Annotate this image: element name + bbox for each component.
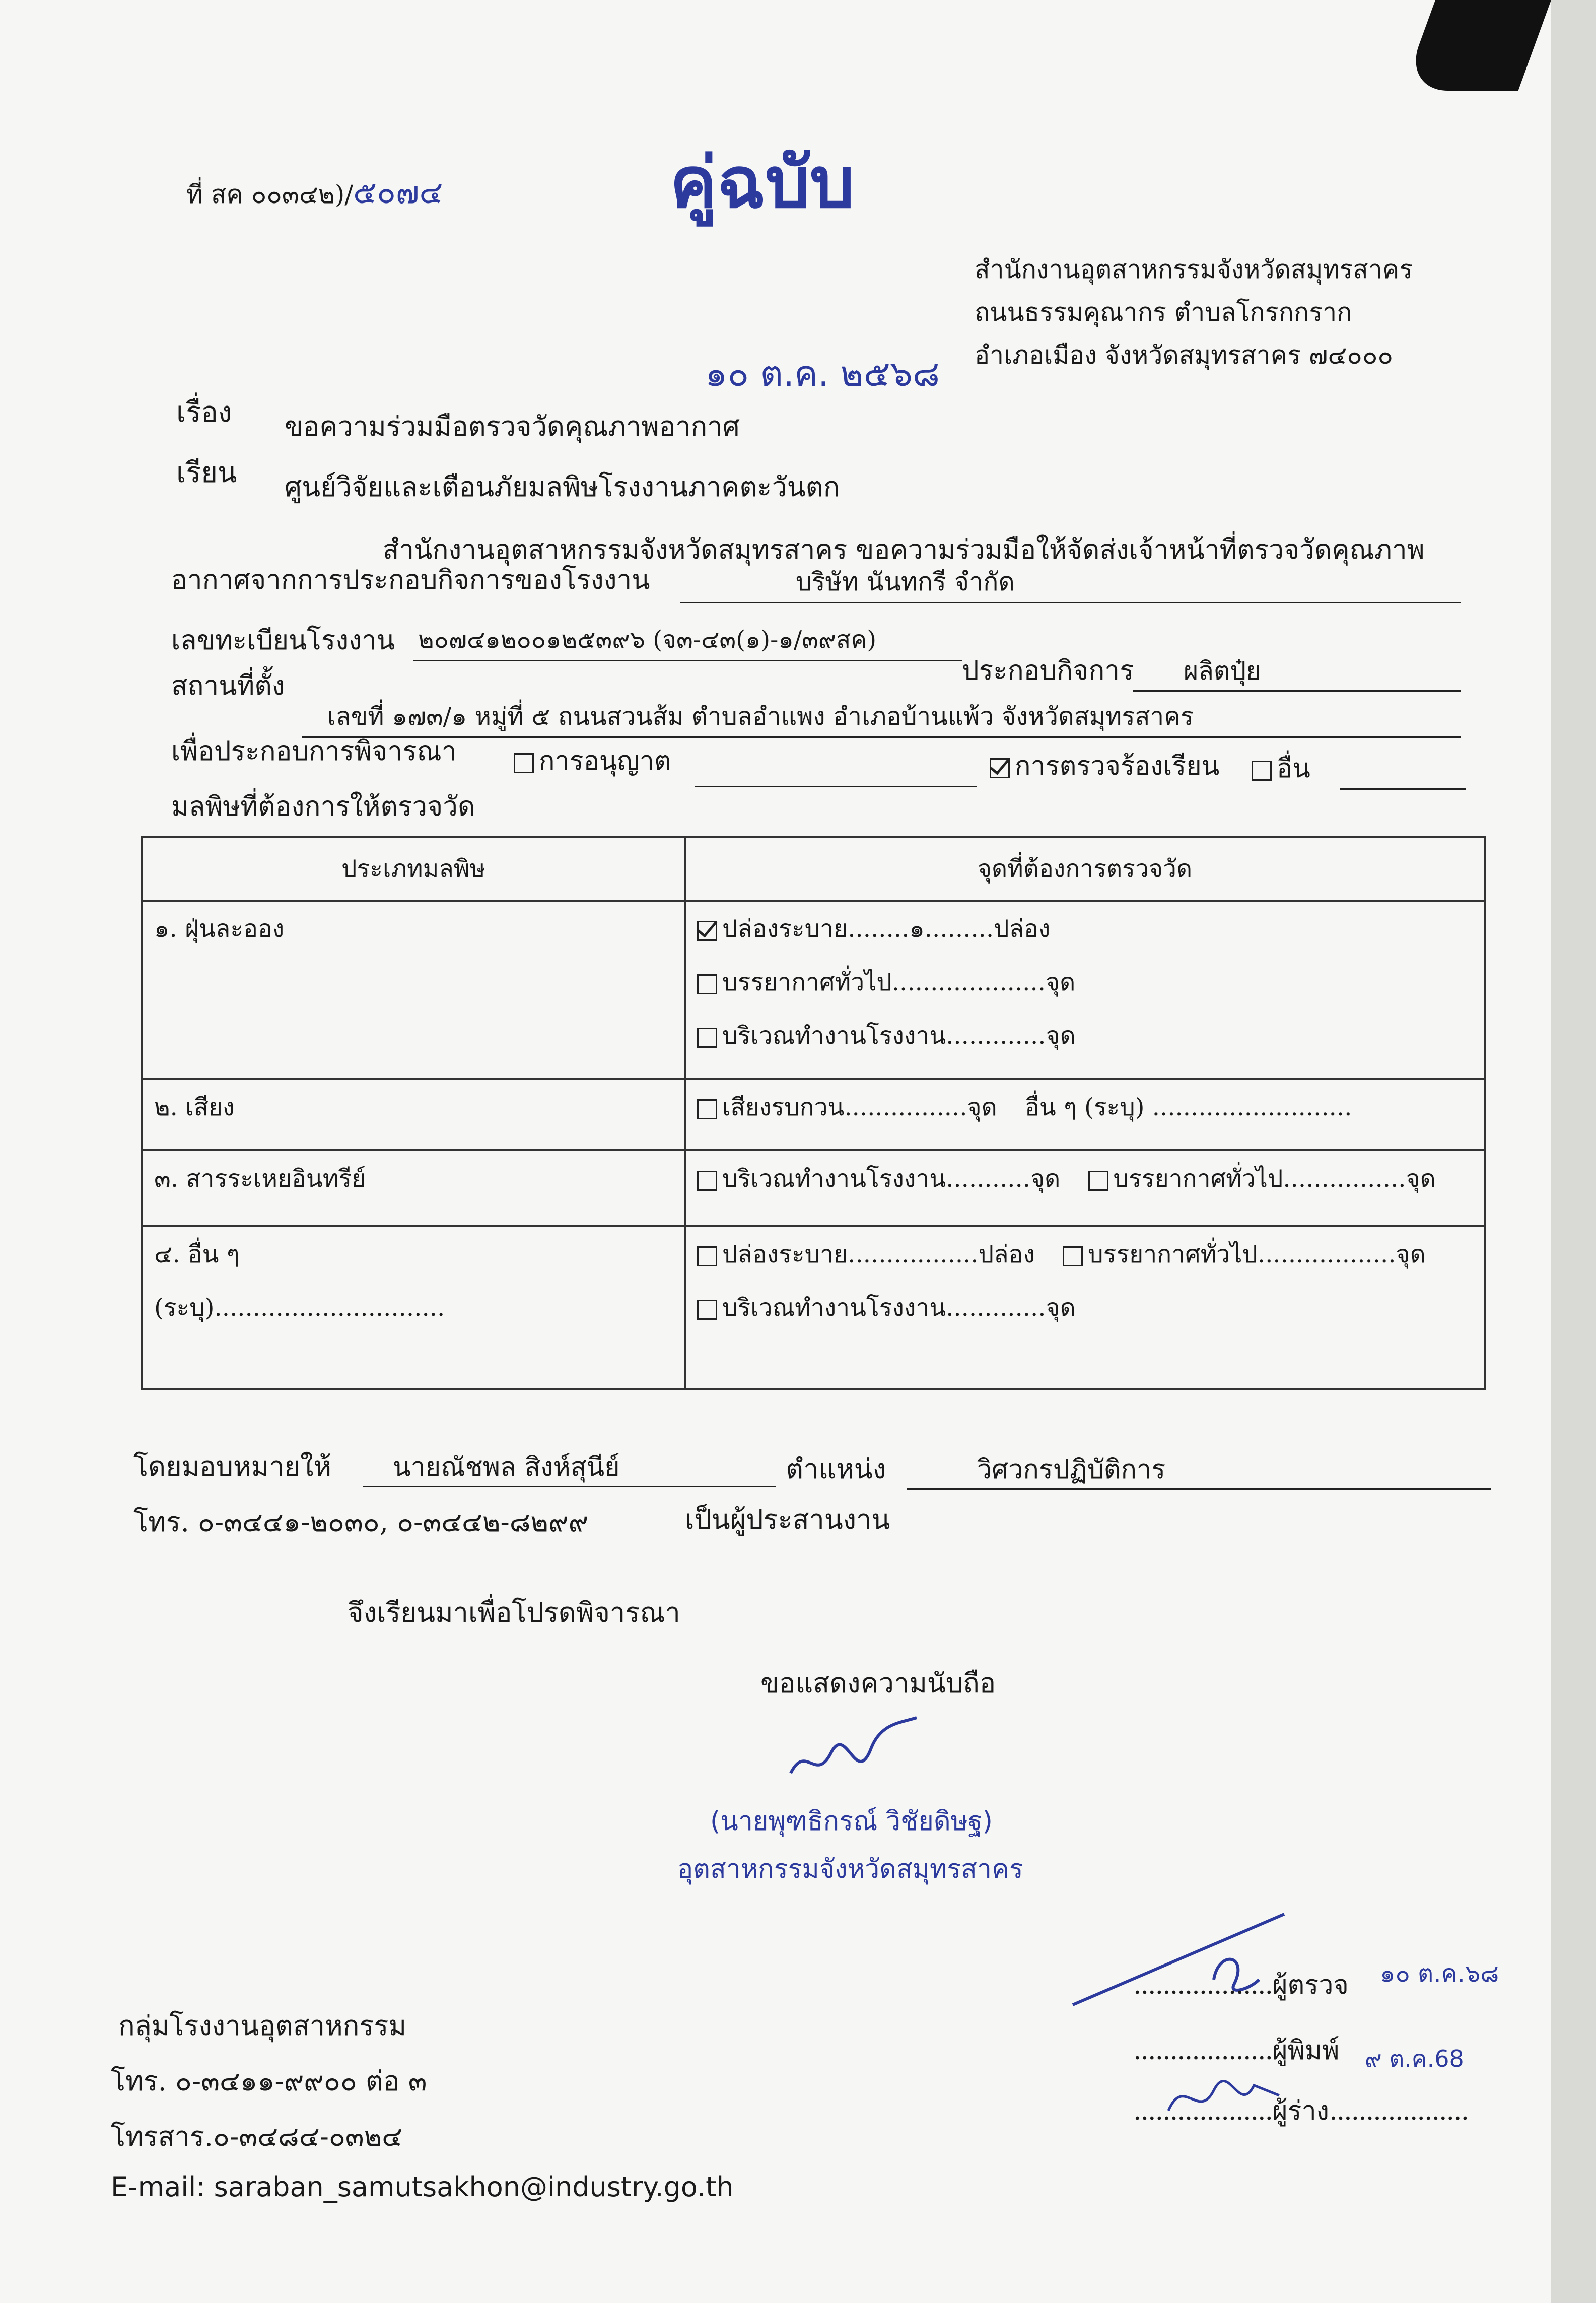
respect-line: ขอแสดงความนับถือ <box>760 1667 996 1699</box>
footer-dept: กลุ่มโรงงานอุตสาหกรรม <box>118 2010 407 2042</box>
row-type-noise: ๒. เสียง <box>142 1079 685 1150</box>
purpose-license-option: การอนุญาต <box>514 746 671 777</box>
dust-stack-checkbox[interactable] <box>697 921 717 941</box>
office-address-line2: ถนนธรรมคุณากร ตำบลโกรกกราก <box>975 298 1352 327</box>
row-points-other <box>685 1226 1485 1389</box>
license-checkbox[interactable] <box>514 753 534 773</box>
office-address-line3: อำเภอเมือง จังหวัดสมุทรสาคร ๗๔๐๐๐ <box>975 341 1393 370</box>
pollution-label: มลพิษที่ต้องการให้ตรวจวัด <box>171 791 475 822</box>
body-para2-prefix: อากาศจากการประกอบกิจการของโรงงาน <box>171 565 650 595</box>
other-ambient-checkbox[interactable] <box>1063 1246 1083 1266</box>
license-field <box>695 786 977 787</box>
complaint-checkbox[interactable] <box>990 758 1010 778</box>
column-header-points: จุดที่ต้องการตรวจวัด <box>685 837 1485 901</box>
footer-email: E-mail: saraban_samutsakhon@industry.go.th <box>111 2171 734 2203</box>
noise-other-option: อื่น ๆ (ระบุ) .......................... <box>1025 1093 1352 1121</box>
subject-label: เรื่อง <box>176 396 232 429</box>
table-header-row <box>142 837 1485 901</box>
other-workplace-option: บริเวณทำงานโรงงาน.............จุด <box>697 1289 1076 1327</box>
table-row <box>142 1079 1485 1150</box>
assignee-field: นายณัชพล สิงห์สุนีย์ <box>363 1486 776 1487</box>
position-field: วิศวกรปฏิบัติการ <box>907 1488 1491 1490</box>
table-row <box>142 901 1485 1079</box>
binder-clip <box>1402 0 1551 91</box>
purpose-other-option: อื่น <box>1252 753 1310 784</box>
other-ambient-option: บรรยากาศทั่วไป..................จุด <box>1063 1235 1426 1273</box>
location-field: เลขที่ ๑๗๓/๑ หมู่ที่ ๕ ถนนสวนส้ม ตำบลอำแพง อำเภอบ้านแพ้ว จังหวัดสมุทรสาคร <box>302 736 1461 738</box>
row-points-noise <box>685 1079 1485 1150</box>
position-label: ตำแหน่ง <box>786 1453 886 1485</box>
dust-workplace-option: บริเวณทำงานโรงงาน.............จุด <box>697 1017 1076 1055</box>
assign-label: โดยมอบหมายให้ <box>133 1451 332 1482</box>
to-text: ศูนย์วิจัยและเตือนภัยมลพิษโรงงานภาคตะวันตก <box>285 471 840 503</box>
reg-field: ๒๐๗๔๑๒๐๐๑๒๕๓๙๖ (จ๓-๔๓(๑)-๑/๓๙สค) <box>413 660 962 661</box>
business-label: ประกอบกิจการ <box>962 655 1134 686</box>
body-para1: สำนักงานอุตสาหกรรมจังหวัดสมุทรสาคร ขอความร่วมมือให้จัดส่งเจ้าหน้าที่ตรวจวัดคุณภาพ <box>383 534 1425 565</box>
row-points-voc <box>685 1150 1485 1226</box>
signer-name: (นายพุฑธิกรณ์ วิชัยดิษฐ) <box>710 1806 993 1837</box>
other-field <box>1340 788 1466 790</box>
other-workplace-checkbox[interactable] <box>697 1300 717 1320</box>
row-points-dust <box>685 901 1485 1079</box>
dust-stack-option: ปล่องระบาย........๑.........ปล่อง <box>697 910 1050 948</box>
office-address-line1: สำนักงานอุตสาหกรรมจังหวัดสมุทรสาคร <box>975 255 1413 284</box>
doc-title: คู่ฉบับ <box>670 142 855 224</box>
other-checkbox[interactable] <box>1252 761 1272 781</box>
noise-nuisance-option: เสียงรบกวน................จุด <box>697 1088 997 1126</box>
voc-workplace-checkbox[interactable] <box>697 1171 717 1191</box>
row-type-voc: ๓. สารระเหยอินทรีย์ <box>142 1150 685 1226</box>
noise-nuisance-checkbox[interactable] <box>697 1099 717 1119</box>
table-row <box>142 1226 1485 1389</box>
footer-phone: โทร. ๐-๓๔๑๑-๙๙๐๐ ต่อ ๓ <box>111 2065 427 2097</box>
footer-fax: โทรสาร.๐-๓๔๘๔-๐๓๒๔ <box>111 2121 403 2152</box>
reg-label: เลขทะเบียนโรงงาน <box>171 625 395 656</box>
checker-date: ๑๐ ต.ค.๖๘ <box>1380 1959 1499 1988</box>
director-signature <box>786 1713 937 1793</box>
signer-title: อุตสาหกรรมจังหวัดสมุทรสาคร <box>677 1854 1023 1884</box>
dust-workplace-checkbox[interactable] <box>697 1028 717 1048</box>
voc-ambient-checkbox[interactable] <box>1088 1171 1108 1191</box>
dust-ambient-option: บรรยากาศทั่วไป....................จุด <box>697 963 1075 1001</box>
assign-phone: โทร. ๐-๓๔๔๑-๒๐๓๐, ๐-๓๔๔๒-๘๒๙๙ <box>133 1506 589 1538</box>
purpose-complaint-option: การตรวจร้องเรียน <box>990 751 1219 782</box>
company-field: บริษัท นันทกรี จำกัด <box>680 602 1461 603</box>
typist-line: ...................ผู้พิมพ์ <box>1133 2036 1340 2066</box>
business-field: ผลิตปุ๋ย <box>1133 690 1461 692</box>
checker-initial-mark <box>1068 1904 1294 2020</box>
drafter-line: ...................ผู้ร่าง................... <box>1133 2096 1469 2126</box>
to-label: เรียน <box>176 456 237 489</box>
row-type-dust: ๑. ฝุ่นละออง <box>142 901 685 1079</box>
table-row <box>142 1150 1485 1226</box>
purpose-label: เพื่อประกอบการพิจารณา <box>171 736 457 767</box>
voc-workplace-option: บริเวณทำงานโรงงาน...........จุด <box>697 1160 1060 1198</box>
closing-line: จึงเรียนมาเพื่อโปรดพิจารณา <box>348 1597 680 1629</box>
coordinator-text: เป็นผู้ประสานงาน <box>685 1504 890 1535</box>
subject-text: ขอความร่วมมือตรวจวัดคุณภาพอากาศ <box>285 411 740 442</box>
voc-ambient-option: บรรยากาศทั่วไป................จุด <box>1088 1160 1436 1198</box>
checker-line: ...................ผู้ตรวจ <box>1133 1970 1349 2000</box>
other-stack-checkbox[interactable] <box>697 1246 717 1266</box>
location-label: สถานที่ตั้ง <box>171 670 285 701</box>
doc-date: ๑๐ ต.ค. ๒๕๖๘ <box>705 353 940 394</box>
dust-ambient-checkbox[interactable] <box>697 974 717 994</box>
doc-number: ที่ สค ๐๐๓๔๒)/๕๐๗๔ <box>186 174 443 211</box>
typist-date: ๙ ต.ค.68 <box>1365 2045 1464 2072</box>
column-header-type: ประเภทมลพิษ <box>142 837 685 901</box>
row-type-other: ๔. อื่น ๆ (ระบุ).............................. <box>142 1226 685 1389</box>
other-stack-option: ปล่องระบาย.................ปล่อง <box>697 1235 1035 1273</box>
pollution-table <box>141 836 1486 1390</box>
